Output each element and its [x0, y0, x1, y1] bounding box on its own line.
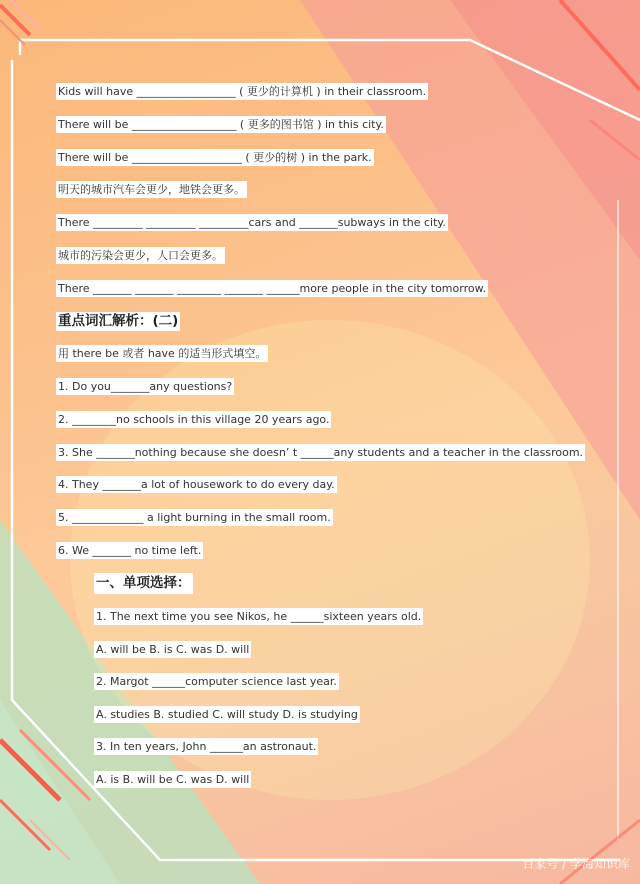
section-title-vocab: 重点词汇解析：(二) [58, 313, 179, 329]
section-title-choice: 一、单项选择： [94, 573, 193, 594]
choice-options-2: A. studies B. studied C. will study D. is studying [96, 708, 358, 721]
chinese-prompt-1: 明天的城市汽车会更少，地铁会更多。 [58, 183, 245, 196]
fill-line-4: There _________ _________ _________cars and _______subways in the city. [58, 216, 446, 229]
chinese-prompt-2: 城市的污染会更少，人口会更多。 [58, 249, 223, 262]
exercise-item-6: 6. We _______ no time left. [58, 544, 202, 557]
instruction-text: 用 there be 或者 have 的适当形式填空。 [58, 347, 267, 360]
choice-options-1: A. will be B. is C. was D. will [96, 643, 250, 656]
choice-question-1: 1. The next time you see Nikos, he ______sixteen years old. [96, 610, 422, 623]
choice-question-2: 2. Margot ______computer science last year. [96, 675, 337, 688]
fill-line-2: There will be ___________________ ( 更多的图书馆 ) in this city. [58, 118, 384, 131]
exercise-item-5: 5. _____________ a light burning in the small room. [58, 511, 331, 524]
fill-line-5: There _______ _______ ________ _______ ______more people in the city tomorrow. [58, 282, 487, 295]
exercise-item-2: 2. ________no schools in this village 20 years ago. [58, 413, 330, 426]
exercise-item-4: 4. They _______a lot of housework to do every day. [58, 478, 335, 491]
fill-line-1: Kids will have __________________ ( 更少的计算机 ) in their classroom. [58, 85, 427, 98]
choice-options-3: A. is B. will be C. was D. will [96, 773, 250, 786]
fill-line-3: There will be ____________________ ( 更少的树 ) in the park. [58, 151, 372, 164]
choice-question-3: 3. In ten years, John ______an astronaut. [96, 740, 317, 753]
watermark: 百家号 / 学海知识库 [522, 857, 630, 871]
exercise-item-1: 1. Do you_______any questions? [58, 380, 233, 393]
exercise-item-3: 3. She _______nothing because she doesn’ t ______any students and a teacher in the classroom. [58, 446, 584, 459]
